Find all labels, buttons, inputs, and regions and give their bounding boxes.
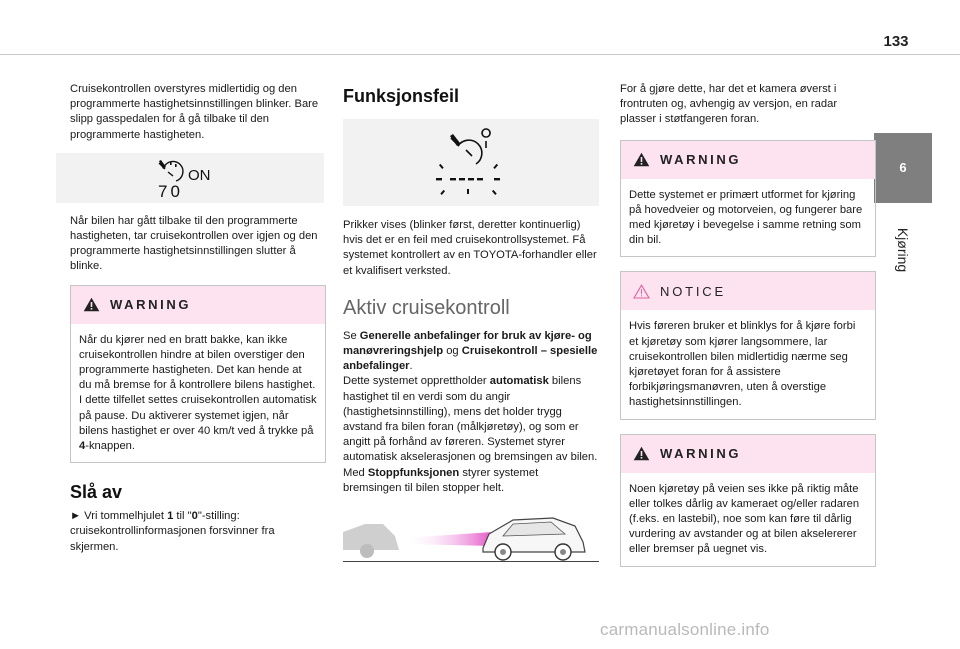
chapter-title: [874, 210, 932, 290]
warning-triangle-icon: [633, 446, 650, 461]
car-radar-icon: [343, 510, 599, 562]
warning-text-a: Når du kjører ned en bratt bakke, kan ikke cruisekontrollen hindre at bilen overstiger den programmerte hastigheten. Det kan hende at du må bremse for å kontrollere bilens hastighet. I dette tilfellet settes cruisekontrollen automatisk på pause. Du aktiverer systemet igjen, når bilens hastighet er over 40 km/t ved å trykke på: [79, 333, 317, 437]
page-number: 133: [883, 33, 909, 50]
active-cruise-text: [343, 329, 599, 496]
ac-t10: Stoppfunksjonen: [367, 466, 460, 479]
watermark: carmanualsonline.info: [600, 620, 770, 639]
chapter-title-text: Kjøring: [895, 227, 911, 273]
off-a: Vri tommelhjulet: [81, 510, 168, 523]
warning-header: [71, 286, 325, 324]
warning-box-1: [70, 285, 326, 464]
ac-t4: Cruisekontroll – spesielle anbefalinger: [343, 345, 598, 373]
warning-triangle-icon: [83, 297, 100, 312]
off-d: 0: [191, 510, 198, 523]
warning-label-2: WARNING: [660, 152, 742, 168]
heading-active-cruise: Aktiv cruisekontroll: [343, 296, 510, 319]
cars-illustration: [343, 510, 599, 562]
notice-header: [621, 272, 875, 310]
notice-box: [620, 271, 876, 419]
warning-text-c: -knappen.: [85, 440, 135, 453]
speed-number: 70: [158, 181, 183, 200]
notice-triangle-icon: [633, 284, 650, 299]
ac-t3: og: [443, 345, 462, 358]
warning-triangle-icon: [633, 152, 650, 167]
off-b: 1: [167, 510, 174, 523]
override-intro: Cruisekontrollen overstyres midlertidig og den programmerte hastighetsinnstillingen blinker. Bare slipp gasspedalen for å gå tilbake til den programmerte hastigheten.: [70, 83, 319, 141]
ac-t8: bilens hastighet til en verdi som du angir (hastighetsinnstilling), mens det holder trygg avstand fra bilen foran (målkjøretøy), og som er angitt på forhånd av føreren. Systemet styrer automatisk akselerasjonen og bremsingen av bilen.: [343, 375, 598, 464]
warning-header-2: [621, 141, 875, 179]
column-3: [620, 82, 876, 567]
header-rule: [0, 54, 960, 55]
ac-t2: Generelle anbefalinger for bruk av kjøre- og manøvreringshjelp: [343, 329, 592, 358]
heading-fault: Funksjonsfeil: [343, 86, 460, 106]
notice-text: Hvis føreren bruker et blinklys for å kjøre forbi et kjøretøy som kjører langsommere, lar cruisekontrollen bilen midlertidig nærme seg kjøretøyet foran for å assistere forbikjøringsmanøvren, uten å overstige hastighetsinnstillingen.: [629, 320, 856, 409]
warning-text-3: Noen kjøretøy på veien ses ikke på riktig måte eller tolkes dårlig av kameraet og/eller radaren (f.eks. en lastebil), noe som kan føre til dårlig vurdering av avstander og at bilen akselererer eller bremser på uegnet vis.: [629, 482, 860, 556]
warning-label-3: WARNING: [660, 446, 742, 462]
ac-t9: Med: [343, 466, 368, 479]
warning-label: WARNING: [110, 297, 192, 313]
button-number: 4: [79, 440, 86, 453]
cruise-display-figure: [56, 153, 324, 203]
fault-display-figure: [343, 119, 599, 206]
ac-t6: Dette systemet opprettholder: [343, 375, 490, 388]
on-text: ON: [188, 166, 211, 184]
ac-t11: styrer systemet bremsingen til bilen stopper helt.: [343, 466, 539, 494]
ac-t5: .: [409, 360, 413, 373]
warning-box-3: [620, 434, 876, 567]
warning-box-2: [620, 140, 876, 258]
after-text: Når bilen har gått tilbake til den programmerte hastigheten, tar cruisekontrollen over igjen og den programmerte hastighetsinnstillingen slutter å blinke.: [70, 214, 318, 273]
camera-intro: For å gjøre dette, har det et kamera øverst i frontruten og, avhengig av versjon, en radar plasser i støtfangeren foran.: [620, 83, 838, 126]
ac-t7: automatisk: [489, 375, 549, 388]
off-c: til ": [173, 510, 192, 523]
off-instruction: [70, 509, 326, 555]
arrow-icon: ►: [70, 510, 82, 523]
fault-text: Prikker vises (blinker først, deretter kontinuerlig) hvis det er en feil med cruisekontrollsystemet. Få systemet kontrollert av en TOYOTA-forhandler eller et kvalifisert verksted.: [343, 219, 597, 277]
column-1: [70, 82, 326, 555]
speedometer-icon: [130, 156, 250, 200]
fault-speedometer-icon: [426, 128, 516, 198]
heading-off: Slå av: [70, 482, 123, 503]
notice-label: NOTICE: [660, 283, 726, 299]
warning-text-2: Dette systemet er primært utformet for kjøring på hovedveier og motorveien, og fungerer bare med kjøretøy i bevegelse i samme retning som din bil.: [629, 188, 863, 247]
off-e: "-stilling: cruisekontrollinformasjonen forsvinner fra skjermen.: [70, 510, 275, 553]
warning-header-3: [621, 435, 875, 473]
column-2: [343, 86, 599, 562]
warning-text: [71, 324, 325, 463]
ac-t1: Se: [343, 329, 360, 342]
chapter-tab[interactable]: 6: [874, 133, 932, 203]
